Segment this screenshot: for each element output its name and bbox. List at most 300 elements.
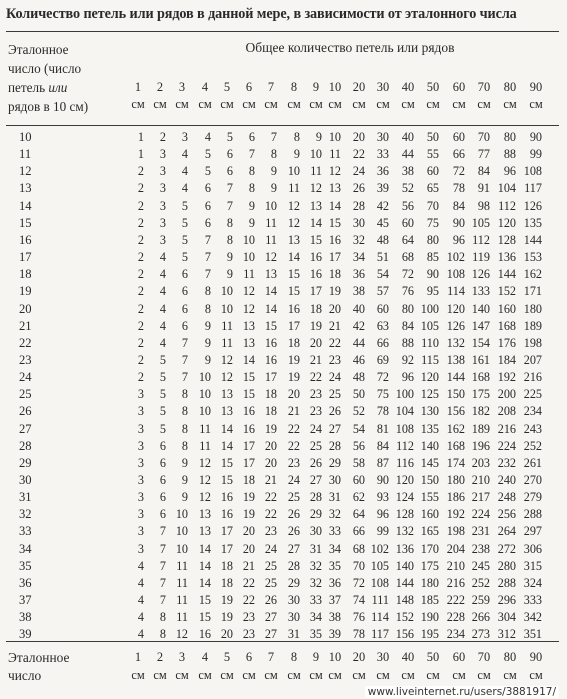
table-cell: 23	[328, 353, 341, 367]
table-cell: 203	[471, 456, 490, 470]
table-cell: 8	[248, 164, 255, 178]
table-cell: 12	[220, 370, 233, 384]
table-cell: 27	[287, 542, 300, 556]
row-label: 26	[19, 404, 32, 418]
table-cell: 9	[181, 490, 188, 504]
row-label: 17	[19, 250, 32, 264]
table-cell: 9	[204, 353, 211, 367]
table-cell: 52	[352, 404, 365, 418]
table-cell: 9	[181, 473, 188, 487]
table-cell: 29	[328, 456, 341, 470]
table-cell: 18	[328, 267, 341, 281]
column-header-unit: см	[376, 97, 390, 111]
table-cell: 15	[264, 319, 277, 333]
table-cell: 46	[352, 353, 365, 367]
table-cell: 5	[181, 216, 188, 230]
table-cell: 63	[376, 319, 389, 333]
table-cell: 77	[477, 147, 490, 161]
table-cell: 80	[503, 130, 516, 144]
table-cell: 42	[376, 199, 389, 213]
table-cell: 16	[242, 422, 255, 436]
table-cell: 13	[242, 319, 255, 333]
table-cell: 16	[309, 267, 322, 281]
table-cell: 186	[446, 490, 465, 504]
table-cell: 30	[376, 130, 389, 144]
table-cell: 104	[497, 181, 516, 195]
table-cell: 4	[137, 610, 144, 624]
column-header-unit: см	[287, 97, 301, 111]
row-label: 14	[19, 199, 32, 213]
table-cell: 2	[137, 267, 144, 281]
table-cell: 11	[265, 233, 277, 247]
table-cell: 99	[529, 147, 542, 161]
table-cell: 10	[198, 370, 211, 384]
table-cell: 6	[226, 164, 233, 178]
table-cell: 69	[376, 353, 389, 367]
table-cell: 9	[270, 164, 277, 178]
table-cell: 3	[137, 473, 144, 487]
table-cell: 19	[287, 353, 300, 367]
table-cell: 85	[426, 250, 439, 264]
row-label: 21	[19, 319, 32, 333]
column-header-unit: см	[153, 97, 167, 111]
column-header-unit: см	[220, 97, 234, 111]
column-header-number: 3	[178, 80, 186, 94]
row-label: 15	[19, 216, 32, 230]
table-cell: 133	[471, 284, 490, 298]
table-cell: 35	[328, 559, 341, 573]
table-cell: 7	[159, 576, 166, 590]
table-cell: 11	[329, 147, 341, 161]
table-cell: 3	[137, 524, 144, 538]
table-cell: 150	[420, 473, 439, 487]
table-cell: 31	[328, 490, 341, 504]
table-cell: 7	[248, 147, 255, 161]
table-cell: 68	[352, 542, 365, 556]
table-cell: 45	[376, 216, 389, 230]
table-cell: 135	[523, 216, 542, 230]
row-label: 32	[19, 507, 32, 521]
column-footer-number: 90	[529, 650, 543, 664]
column-header-number: 9	[312, 80, 320, 94]
table-cell: 20	[287, 387, 300, 401]
table-cell: 148	[395, 593, 414, 607]
column-header-number: 30	[376, 80, 390, 94]
table-cell: 245	[471, 559, 490, 573]
table-cell: 10	[220, 302, 233, 316]
column-header-unit: см	[352, 97, 366, 111]
table-cell: 324	[523, 576, 542, 590]
table-cell: 38	[352, 284, 365, 298]
row-label: 16	[19, 233, 32, 247]
table-cell: 17	[220, 542, 233, 556]
table-cell: 28	[328, 439, 341, 453]
table-cell: 55	[426, 147, 439, 161]
table-cell: 11	[176, 610, 188, 624]
column-footer-number: 3	[178, 650, 186, 664]
table-cell: 6	[226, 147, 233, 161]
table-cell: 6	[248, 130, 255, 144]
table-cell: 140	[395, 559, 414, 573]
title-rule	[6, 31, 559, 32]
table-cell: 14	[309, 216, 322, 230]
table-cell: 4	[137, 593, 144, 607]
table-cell: 7	[159, 542, 166, 556]
table-cell: 8	[159, 610, 166, 624]
table-cell: 1	[137, 130, 144, 144]
table-cell: 16	[220, 507, 233, 521]
table-cell: 12	[175, 627, 188, 641]
table-cell: 54	[352, 422, 365, 436]
table-cell: 76	[401, 284, 414, 298]
table-cell: 31	[309, 542, 322, 556]
table-cell: 3	[137, 387, 144, 401]
table-cell: 273	[471, 627, 490, 641]
table-cell: 13	[198, 524, 211, 538]
table-cell: 108	[446, 267, 465, 281]
table-cell: 8	[181, 404, 188, 418]
table-cell: 19	[220, 593, 233, 607]
table-cell: 120	[497, 216, 516, 230]
table-cell: 3	[137, 542, 144, 556]
table-cell: 32	[309, 576, 322, 590]
table-cell: 84	[401, 319, 414, 333]
table-cell: 185	[420, 593, 439, 607]
table-cell: 19	[220, 610, 233, 624]
column-footer-unit: см	[529, 668, 543, 682]
table-cell: 22	[264, 490, 277, 504]
table-cell: 65	[426, 181, 439, 195]
table-cell: 80	[426, 233, 439, 247]
table-cell: 5	[204, 147, 211, 161]
table-cell: 12	[287, 199, 300, 213]
table-cell: 34	[309, 610, 322, 624]
table-cell: 20	[264, 439, 277, 453]
table-cell: 198	[446, 524, 465, 538]
table-cell: 280	[497, 559, 516, 573]
table-cell: 3	[137, 456, 144, 470]
table-cell: 175	[420, 559, 439, 573]
table-cell: 108	[523, 164, 542, 178]
footer-rule	[6, 641, 559, 642]
table-cell: 5	[159, 404, 166, 418]
table-cell: 198	[523, 336, 542, 350]
table-cell: 96	[452, 233, 465, 247]
column-footer-number: 40	[401, 650, 415, 664]
table-cell: 16	[287, 302, 300, 316]
table-cell: 105	[370, 559, 389, 573]
table-cell: 30	[328, 473, 341, 487]
table-cell: 56	[401, 199, 414, 213]
table-cell: 22	[309, 370, 322, 384]
table-cell: 18	[309, 302, 322, 316]
table-cell: 117	[524, 181, 542, 195]
table-cell: 15	[242, 387, 255, 401]
table-cell: 40	[401, 130, 414, 144]
table-cell: 39	[328, 627, 341, 641]
table-cell: 8	[181, 387, 188, 401]
table-cell: 3	[159, 216, 166, 230]
table-cell: 14	[264, 284, 277, 298]
column-footer-number: 5	[223, 650, 231, 664]
table-cell: 40	[352, 302, 365, 316]
row-header-label	[8, 40, 116, 116]
table-cell: 2	[159, 130, 166, 144]
column-header-number: 1	[134, 80, 142, 94]
table-cell: 4	[204, 130, 211, 144]
table-cell: 102	[446, 250, 465, 264]
table-cell: 17	[242, 456, 255, 470]
table-cell: 10	[242, 250, 255, 264]
table-cell: 114	[447, 284, 465, 298]
table-cell: 70	[352, 559, 365, 573]
table-cell: 75	[426, 216, 439, 230]
table-cell: 26	[264, 593, 277, 607]
table-cell: 58	[352, 456, 365, 470]
column-footer-unit: см	[503, 668, 517, 682]
row-label: 34	[19, 542, 32, 556]
table-cell: 238	[471, 542, 490, 556]
table-cell: 156	[395, 627, 414, 641]
table-cell: 50	[426, 130, 439, 144]
table-cell: 9	[315, 130, 322, 144]
column-header-unit: см	[426, 97, 440, 111]
table-cell: 225	[523, 387, 542, 401]
table-cell: 168	[497, 319, 516, 333]
table-cell: 25	[264, 576, 277, 590]
table-cell: 108	[370, 576, 389, 590]
table-cell: 168	[471, 370, 490, 384]
table-cell: 30	[287, 610, 300, 624]
table-cell: 3	[137, 404, 144, 418]
column-footer-number: 6	[245, 650, 253, 664]
table-cell: 102	[370, 542, 389, 556]
table-cell: 27	[264, 627, 277, 641]
table-cell: 144	[497, 267, 516, 281]
column-header-number: 80	[503, 80, 517, 94]
table-cell: 16	[309, 250, 322, 264]
table-cell: 11	[221, 336, 233, 350]
column-footer-unit: см	[175, 668, 189, 682]
table-cell: 23	[309, 404, 322, 418]
table-cell: 156	[446, 404, 465, 418]
table-cell: 7	[181, 336, 188, 350]
column-footer-number: 10	[328, 650, 342, 664]
table-cell: 4	[137, 576, 144, 590]
table-cell: 30	[309, 524, 322, 538]
table-cell: 7	[159, 524, 166, 538]
table-cell: 17	[328, 250, 341, 264]
table-cell: 14	[328, 199, 341, 213]
table-cell: 162	[523, 267, 542, 281]
table-cell: 60	[352, 473, 365, 487]
table-cell: 33	[309, 593, 322, 607]
column-header-number: 8	[290, 80, 298, 94]
table-cell: 9	[293, 147, 300, 161]
table-cell: 76	[352, 610, 365, 624]
table-cell: 192	[446, 507, 465, 521]
table-cell: 297	[523, 524, 542, 538]
table-cell: 44	[352, 336, 365, 350]
table-cell: 15	[287, 284, 300, 298]
column-footer-unit: см	[242, 668, 256, 682]
column-header-number: 5	[223, 80, 231, 94]
table-cell: 112	[472, 233, 490, 247]
table-cell: 266	[471, 610, 490, 624]
table-cell: 243	[523, 422, 542, 436]
table-cell: 7	[226, 181, 233, 195]
table-cell: 12	[198, 456, 211, 470]
table-cell: 11	[221, 319, 233, 333]
table-cell: 17	[220, 524, 233, 538]
table-cell: 20	[242, 542, 255, 556]
table-cell: 17	[264, 370, 277, 384]
column-header-unit: см	[503, 97, 517, 111]
table-cell: 72	[352, 576, 365, 590]
column-header-unit: см	[198, 97, 212, 111]
table-cell: 87	[376, 456, 389, 470]
row-label: 37	[19, 593, 32, 607]
table-cell: 36	[328, 576, 341, 590]
table-cell: 28	[309, 490, 322, 504]
table-cell: 64	[352, 507, 365, 521]
table-cell: 26	[309, 456, 322, 470]
table-cell: 24	[287, 473, 300, 487]
table-cell: 14	[198, 576, 211, 590]
footer-label-line: число	[8, 668, 42, 683]
table-cell: 7	[204, 267, 211, 281]
table-cell: 11	[310, 164, 322, 178]
table-cell: 12	[309, 181, 322, 195]
table-cell: 66	[452, 147, 465, 161]
table-cell: 57	[376, 284, 389, 298]
row-label: 27	[19, 422, 32, 436]
table-cell: 150	[446, 387, 465, 401]
table-cell: 5	[204, 164, 211, 178]
table-cell: 3	[159, 147, 166, 161]
table-cell: 7	[181, 353, 188, 367]
table-cell: 78	[352, 627, 365, 641]
table-cell: 147	[471, 319, 490, 333]
table-cell: 27	[264, 610, 277, 624]
table-cell: 8	[204, 284, 211, 298]
column-footer-number: 30	[376, 650, 390, 664]
table-cell: 78	[452, 181, 465, 195]
column-header-number: 60	[452, 80, 466, 94]
column-header-unit: см	[477, 97, 491, 111]
table-cell: 8	[293, 130, 300, 144]
table-cell: 4	[137, 627, 144, 641]
table-cell: 34	[328, 542, 341, 556]
table-cell: 224	[471, 507, 490, 521]
table-cell: 39	[376, 181, 389, 195]
table-cell: 25	[264, 559, 277, 573]
table-cell: 33	[376, 147, 389, 161]
table-cell: 8	[159, 627, 166, 641]
table-cell: 20	[309, 336, 322, 350]
footer-label-line: Эталонное	[8, 650, 70, 665]
table-cell: 16	[264, 336, 277, 350]
table-cell: 16	[220, 490, 233, 504]
table-cell: 60	[376, 302, 389, 316]
row-label: 11	[19, 147, 32, 161]
table-cell: 38	[401, 164, 414, 178]
column-footer-number: 50	[426, 650, 440, 664]
page-title: Количество петель или рядов в данной мере, в зависимости от эталонного числа	[6, 6, 517, 22]
table-cell: 15	[242, 370, 255, 384]
table-cell: 22	[242, 576, 255, 590]
table-cell: 256	[497, 507, 516, 521]
table-cell: 22	[242, 593, 255, 607]
table-cell: 4	[159, 267, 166, 281]
table-cell: 6	[204, 216, 211, 230]
table-cell: 19	[242, 507, 255, 521]
table-cell: 32	[328, 507, 341, 521]
table-cell: 210	[471, 473, 490, 487]
table-cell: 2	[137, 199, 144, 213]
table-cell: 6	[159, 456, 166, 470]
table-cell: 20	[242, 524, 255, 538]
table-cell: 11	[199, 422, 211, 436]
table-cell: 333	[523, 593, 542, 607]
table-cell: 264	[497, 524, 516, 538]
row-label: 39	[19, 627, 32, 641]
table-cell: 18	[287, 336, 300, 350]
table-cell: 196	[471, 439, 490, 453]
table-cell: 182	[471, 404, 490, 418]
column-footer-unit: см	[477, 668, 491, 682]
table-cell: 279	[523, 490, 542, 504]
table-cell: 2	[137, 319, 144, 333]
table-cell: 9	[181, 456, 188, 470]
table-cell: 117	[371, 627, 389, 641]
table-cell: 5	[181, 233, 188, 247]
table-cell: 78	[376, 404, 389, 418]
column-header-number: 7	[267, 80, 275, 94]
table-cell: 248	[497, 490, 516, 504]
table-cell: 288	[523, 507, 542, 521]
table-cell: 21	[309, 353, 322, 367]
table-cell: 2	[137, 353, 144, 367]
row-label: 25	[19, 387, 32, 401]
table-cell: 11	[176, 559, 188, 573]
table-cell: 2	[137, 284, 144, 298]
table-cell: 16	[328, 233, 341, 247]
table-cell: 296	[497, 593, 516, 607]
table-cell: 72	[401, 267, 414, 281]
table-cell: 15	[328, 216, 341, 230]
table-cell: 51	[376, 250, 389, 264]
table-cell: 7	[226, 199, 233, 213]
table-cell: 130	[420, 404, 439, 418]
table-cell: 19	[242, 490, 255, 504]
table-cell: 132	[395, 524, 414, 538]
column-group-header: Общее количество петель или рядов	[245, 40, 455, 55]
table-cell: 160	[420, 507, 439, 521]
table-cell: 44	[401, 147, 414, 161]
table-cell: 9	[226, 267, 233, 281]
table-cell: 15	[220, 473, 233, 487]
table-cell: 14	[220, 439, 233, 453]
table-cell: 24	[328, 370, 341, 384]
table-cell: 4	[159, 319, 166, 333]
table-cell: 15	[198, 610, 211, 624]
table-cell: 25	[328, 387, 341, 401]
table-cell: 10	[175, 524, 188, 538]
table-cell: 12	[328, 164, 341, 178]
table-cell: 56	[352, 439, 365, 453]
table-cell: 140	[471, 302, 490, 316]
